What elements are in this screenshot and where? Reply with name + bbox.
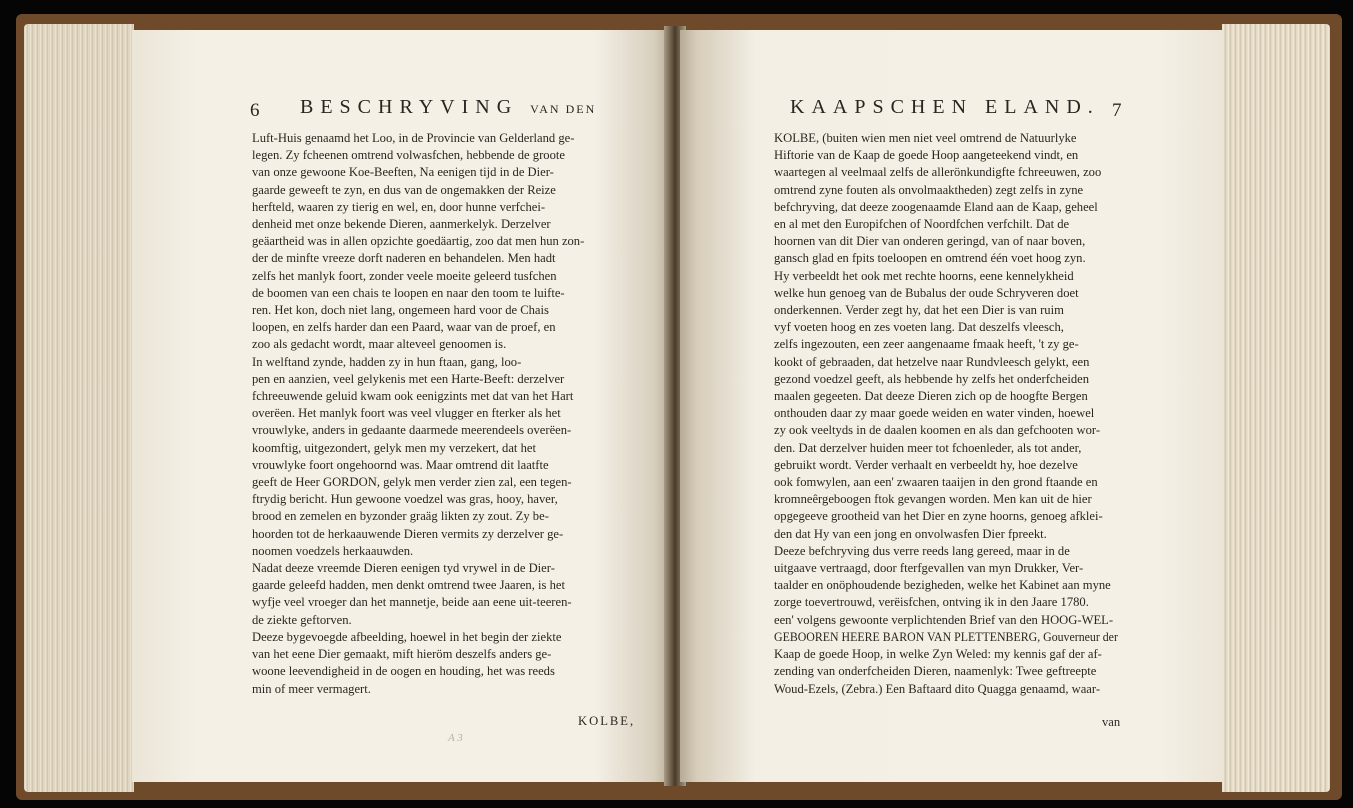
text-line: taalder en onöphoudende bezigheden, welke het Kabinet aan myne [774, 578, 1111, 593]
text-line: Hy verbeeldt het ook met rechte hoorns, eene kennelykheid [774, 268, 1074, 283]
text-line: fchreeuwende geluid kwam ook eenigzints met dat van het Hart [252, 389, 574, 404]
text-line: uitgaave vertraagd, door fterfgevallen van myn Drukker, Ver- [774, 561, 1084, 576]
text-line: gebruikt wordt. Verder verhaalt en verbeeldt hy, hoe dezelve [774, 457, 1078, 472]
text-line: wyfje veel vroeger dan het mannetje, beide aan eene uit-teeren- [252, 595, 572, 610]
signature-mark: A 3 [448, 732, 463, 744]
text-line: een' volgens gewoonte verplichtenden Brief van den HOOG-WEL- [774, 612, 1114, 627]
text-line: kookt of gebraaden, dat hetzelve naar Rundvleesch gelykt, een [774, 354, 1090, 369]
text-line: Deeze bygevoegde afbeelding, hoewel in het begin der ziekte [252, 629, 562, 644]
text-line: maalen gegeeten. Dat deeze Dieren zich op de hoogfte Bergen [774, 389, 1088, 404]
left-page-number: 6 [250, 100, 260, 121]
text-line: koomftig, uitgezondert, gelyk men my verzekert, dat het [252, 440, 536, 455]
text-line: min of meer vermagert. [252, 681, 371, 696]
text-line: de ziekte geftorven. [252, 612, 352, 627]
text-line: den. Dat derzelver huiden meer tot fchoenleder, als tot ander, [774, 440, 1082, 455]
text-line: vrouwlyke foort ongehoornd was. Maar omtrend dit laatfte [252, 457, 549, 472]
text-line: kromneêrgeboogen ftok gevangen worden. Men kan uit de hier [774, 492, 1092, 507]
text-line: overëen. Het manlyk foort was veel vlugger en fterker als het [252, 406, 561, 421]
text-line: ook fomwylen, aan een' zwaaren taaijen in den grond ftaande en [774, 475, 1098, 490]
text-line: opgegeeve grootheid van het Dier en zyne hoorns, genoeg afklei- [774, 509, 1103, 524]
right-catchword: van [1102, 715, 1121, 729]
text-line: hoornen van dit Dier van onderen geringd, van of naar boven, [774, 234, 1086, 249]
left-header-title [300, 96, 596, 119]
text-line: welke hun genoeg van de Bubalus der oude Schryveren doet [774, 285, 1079, 300]
text-line: onthouden daar zy maar goede weiden en water vinden, hoewel [774, 406, 1095, 421]
text-line: GEBOOREN HEERE BARON VAN PLETTENBERG, Gouverneur der [774, 629, 1118, 644]
text-line: brood en zemelen en byzonder graäg likten zy zout. Zy be- [252, 509, 549, 524]
text-line: zending van onderfcheiden Dieren, naamenlyk: Twee geftreepte [774, 664, 1097, 679]
page-edges-left [24, 24, 134, 792]
page-edges-right [1222, 24, 1330, 792]
text-line: gaarde geleefd hadden, men denkt omtrend twee Jaaren, is het [252, 578, 565, 593]
left-running-head [250, 96, 670, 122]
right-body-text [774, 130, 1118, 698]
text-line: pen en aanzien, veel gelykenis met een Harte-Beeft: derzelver [252, 371, 565, 386]
text-line: der de minfte vreeze dorft naderen en behandelen. Men hadt [252, 251, 556, 266]
text-line: zy ook veeltyds in de daalen koomen en als dan gefchooten wor- [774, 423, 1101, 438]
text-line: Hiftorie van de Kaap de goede Hoop aangeteekend vindt, en [774, 148, 1079, 163]
text-line: omtrend zyne fouten als onvolmaaktheden) zegt zelfs in zyne [774, 182, 1084, 197]
text-line: onderkennen. Verder zegt hy, dat het een Dier is van ruim [774, 303, 1064, 318]
text-line: befchryving, dat deeze zoogenaamde Eland aan de Kaap, geheel [774, 199, 1098, 214]
text-line: zelfs ingezouten, een zeer aangenaame fmaak heeft, 't zy ge- [774, 337, 1079, 352]
text-line: den dat Hy van een jong en onvolwasfen Dier fpreekt. [774, 526, 1047, 541]
text-line: herfteld, waaren zy tierig en wel, en, door hunne verfchei- [252, 199, 546, 214]
text-line: noomen voedzels herkaauwden. [252, 543, 414, 558]
text-line: legen. Zy fcheenen omtrend volwasfchen, hebbende de groote [252, 148, 565, 163]
left-header-main: BESCHRYVING [300, 96, 519, 118]
left-catchword: KOLBE, [578, 714, 636, 728]
text-line: zoo als gedacht wordt, maar alteveel genoomen is. [252, 337, 507, 352]
right-header-title: KAAPSCHEN ELAND. [790, 96, 1100, 118]
text-line: Kaap de goede Hoop, in welke Zyn Weled: my kennis gaf der af- [774, 647, 1102, 662]
text-line: zelfs het manlyk foort, zonder veele moeite geleerd tusfchen [252, 268, 557, 283]
right-page [680, 30, 1224, 782]
left-header-small: VAN DEN [530, 102, 597, 116]
text-line: hoorden tot de herkaauwende Dieren vermits zy derzelver ge- [252, 526, 564, 541]
text-line: ren. Het kon, doch niet lang, ongemeen hard voor de Chais [252, 303, 549, 318]
text-line: vrouwlyke, anders in gedaante daarmede meerendeels overëen- [252, 423, 572, 438]
text-line: Deeze befchryving dus verre reeds lang gereed, maar in de [774, 543, 1070, 558]
text-line: woone leevendigheid in de oogen en houding, het was reeds [252, 664, 555, 679]
text-line: zorge toevertrouwd, verëisfchen, ontving ik in den Jaare 1780. [774, 595, 1089, 610]
text-line: gezond voedzel geeft, als hebbende hy zelfs het onderfcheiden [774, 371, 1090, 386]
text-line: vyf voeten hoog en zes voeten lang. Dat deszelfs vleesch, [774, 320, 1064, 335]
text-line: geeft de Heer GORDON, gelyk men verder zien zal, een tegen- [252, 475, 572, 490]
text-line: van het eene Dier gemaakt, mift hieröm deszelfs anders ge- [252, 647, 552, 662]
text-line: In welftand zynde, hadden zy in hun ftaan, gang, loo- [252, 354, 522, 369]
right-running-head [790, 96, 1120, 122]
text-line: van onze gewoone Koe-Beeften, Na eenigen tijd in de Dier- [252, 165, 554, 180]
left-page [132, 30, 670, 782]
right-page-number: 7 [1112, 100, 1122, 121]
text-line: waartegen al veelmaal zelfs de allerönkundigfte fchreeuwen, zoo [774, 165, 1102, 180]
text-line: KOLBE, (buiten wien men niet veel omtrend de Natuurlyke [774, 131, 1077, 145]
text-line: en al met den Europifchen of Noordfchen verfchilt. Dat de [774, 217, 1070, 232]
text-line: de boomen van een chais te loopen en naar den toom te luifte- [252, 285, 565, 300]
text-line: ftrydig bericht. Hun gewoone voedzel was gras, hooy, haver, [252, 492, 558, 507]
text-line: gansch glad en fpits toeloopen en omtrend één voet hoog zyn. [774, 251, 1086, 266]
text-line: Nadat deeze vreemde Dieren eenigen tyd vrywel in de Dier- [252, 561, 555, 576]
text-line: loopen, en zelfs harder dan een Paard, waar van de proef, en [252, 320, 556, 335]
text-line: denheid met onze bekende Dieren, aanmerkelyk. Derzelver [252, 217, 551, 232]
text-line: Woud-Ezels, (Zebra.) Een Baftaard dito Quagga genaamd, waar- [774, 681, 1101, 696]
left-body-text [252, 130, 584, 698]
text-line: geäartheid was in allen opzichte goedäartig, zoo dat men hun zon- [252, 234, 585, 249]
text-line: Luft-Huis genaamd het Loo, in de Provincie van Gelderland ge- [252, 131, 575, 145]
text-line: gaarde geweeft te zyn, en dus van de ongemakken der Reize [252, 182, 556, 197]
